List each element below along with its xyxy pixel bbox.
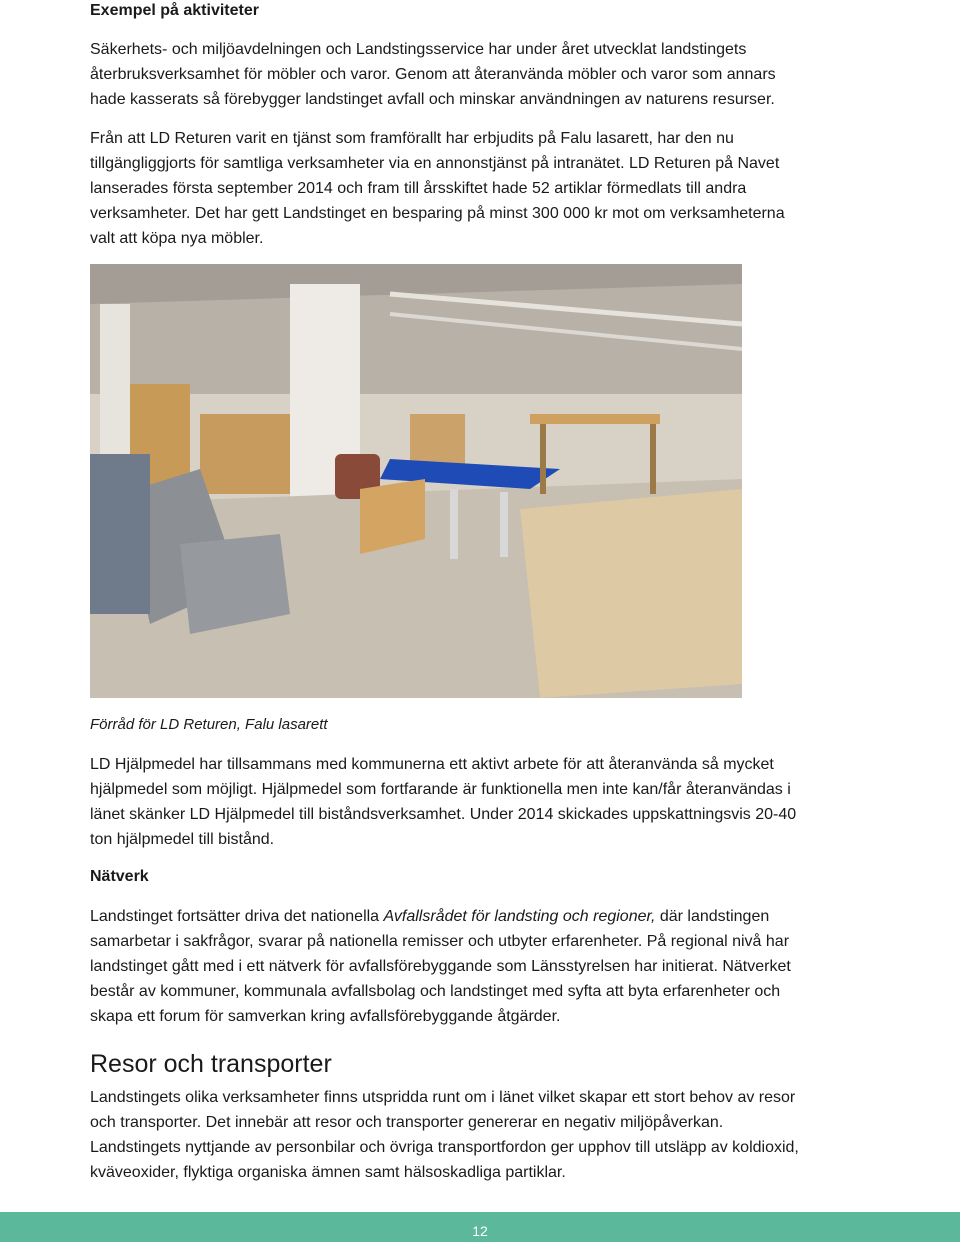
text-line: samarbetar i sakfrågor, svarar på nationella remisser och utbyter erfarenheter. På regional nivå har [90, 933, 790, 950]
warehouse-photo-illustration [90, 264, 742, 698]
text-line: lanserades första september 2014 och fram till årsskiftet hade 52 artiklar förmedlats till andra [90, 180, 747, 197]
text-line: valt att köpa nya möbler. [90, 230, 264, 247]
text-line: består av kommuner, kommunala avfallsbolag och landstinget med syfta att byta erfarenheter och [90, 983, 781, 1000]
text-line: kväveoxider, flyktiga organiska ämnen samt hälsoskadliga partiklar. [90, 1164, 566, 1181]
paragraph-hjalpmedel [90, 752, 796, 852]
photo-caption: Förråd för LD Returen, Falu lasarett [90, 716, 328, 733]
warehouse-photo [90, 264, 742, 698]
heading-natverk: Nätverk [90, 868, 149, 885]
text-line: skapa ett forum för samverkan kring avfallsförebyggande åtgärder. [90, 1008, 561, 1025]
text-line [90, 904, 791, 929]
text-line: och transporter. Det innebär att resor och transporter genererar en negativ miljöpåverkan. [90, 1114, 724, 1131]
text-line: Från att LD Returen varit en tjänst som framförallt har erbjudits på Falu lasarett, har den nu [90, 130, 734, 147]
text-line: återbruksverksamhet för möbler och varor. Genom att återanvända möbler och varor som annars [90, 66, 776, 83]
paragraph-aterbruk [90, 37, 776, 112]
heading-exempel: Exempel på aktiviteter [90, 2, 259, 19]
text-line: tillgängliggjorts för samtliga verksamheter via en annonstjänst på intranätet. LD Returen på Navet [90, 155, 780, 172]
paragraph-natverk [90, 904, 791, 1029]
text-segment: där landstingen [655, 908, 770, 925]
paragraph-ld-returen [90, 126, 785, 251]
heading-resor: Resor och transporter [90, 1050, 332, 1078]
text-line: hjälpmedel som möjligt. Hjälpmedel som fortfarande är funktionella men inte kan/får återanvändas i [90, 781, 791, 798]
text-line: LD Hjälpmedel har tillsammans med kommunerna ett aktivt arbete för att återanvända så mycket [90, 756, 774, 773]
text-line: hade kasserats så förebygger landstinget avfall och minskar användningen av naturens resurser. [90, 91, 775, 108]
text-line: länet skänker LD Hjälpmedel till biståndsverksamhet. Under 2014 skickades uppskattningsvis 20-40 [90, 806, 797, 823]
page-footer [0, 1212, 960, 1242]
text-line: Landstingets nyttjande av personbilar och övriga transportfordon ger upphov till utsläpp av koldioxid, [90, 1139, 799, 1156]
text-segment: Landstinget fortsätter driva det nationella [90, 908, 384, 925]
text-line: ton hjälpmedel till bistånd. [90, 831, 275, 848]
text-line: landstinget gått med i ett nätverk för avfallsförebyggande som Länsstyrelsen har initierat. Nätverket [90, 958, 791, 975]
text-line: Säkerhets- och miljöavdelningen och Landstingsservice har under året utvecklat landstingets [90, 41, 747, 58]
avfallsradet-name: Avfallsrådet för landsting och regioner, [383, 908, 656, 925]
text-line: Landstingets olika verksamheter finns utspridda runt om i länet vilket skapar ett stort behov av resor [90, 1089, 796, 1106]
text-line: verksamheter. Det har gett Landstinget en besparing på minst 300 000 kr mot om verksamheterna [90, 205, 785, 222]
paragraph-resor [90, 1085, 799, 1185]
page-number: 12 [472, 1223, 488, 1239]
